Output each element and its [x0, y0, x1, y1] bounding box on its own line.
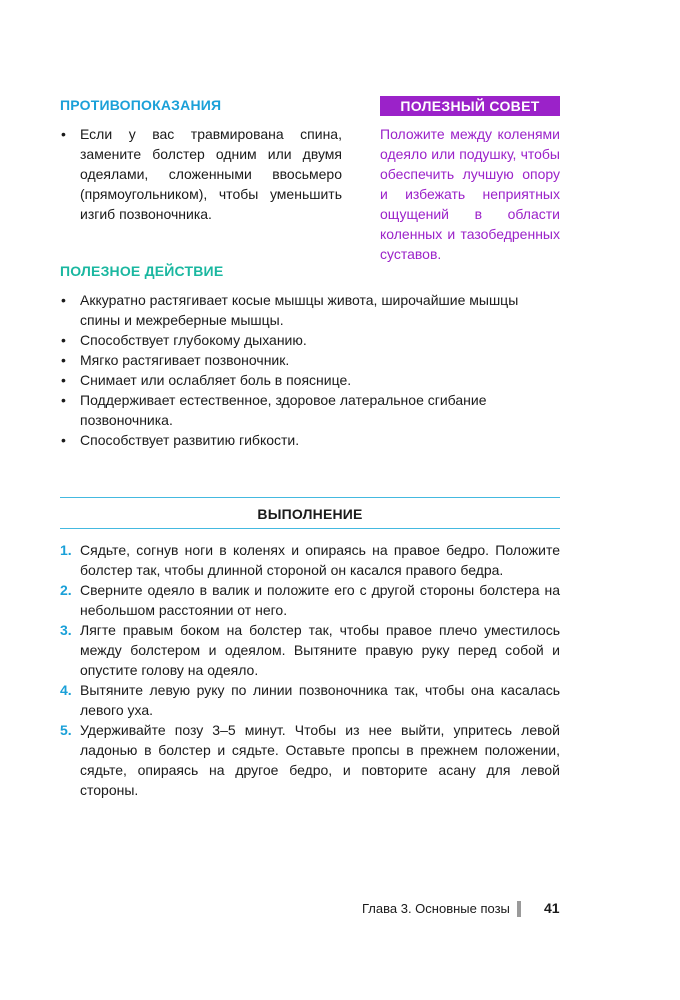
tip-heading: ПОЛЕЗНЫЙ СОВЕТ — [380, 96, 560, 116]
footer-chapter: Глава 3. Основные позы — [362, 901, 510, 916]
step-number: 3. — [60, 622, 72, 638]
contraindications-list — [60, 124, 342, 224]
list-item: • Если у вас травмирована спина, замените болстер одним или двумя одеялами, сложенными ввосьмеро (прямоугольником), чтобы уменьшить изгиб позвоночника. — [60, 124, 342, 224]
list-item: • Способствует развитию гибкости. — [60, 430, 560, 450]
step-item — [60, 620, 560, 680]
step-text: Сверните одеяло в валик и положите его с другой стороны болстера на небольшом расстоянии от него. — [80, 582, 560, 618]
benefits-list — [60, 290, 560, 450]
step-number: 2. — [60, 582, 72, 598]
section-divider-top — [60, 497, 560, 498]
step-number: 1. — [60, 542, 72, 558]
benefits-heading: ПОЛЕЗНОЕ ДЕЙСТВИЕ — [60, 263, 224, 279]
step-number: 5. — [60, 722, 72, 738]
list-item: • Поддерживает естественное, здоровое латеральное сгибание позвоночника. — [60, 390, 560, 430]
step-item — [60, 580, 560, 620]
step-text: Лягте правым боком на болстер так, чтобы правое плечо уместилось между болстером и одеялом. Вытяните правую руку перед собой и опустите голову на одеяло. — [80, 622, 560, 678]
step-item — [60, 720, 560, 800]
step-text: Вытяните левую руку по линии позвоночника так, чтобы она касалась левого уха. — [80, 682, 560, 718]
list-item: • Снимает или ослабляет боль в пояснице. — [60, 370, 560, 390]
execution-steps — [60, 540, 560, 800]
step-item — [60, 540, 560, 580]
step-item — [60, 680, 560, 720]
page-number: 41 — [544, 900, 560, 916]
list-item: • Способствует глубокому дыханию. — [60, 330, 560, 350]
list-item: • Мягко растягивает позвоночник. — [60, 350, 560, 370]
step-text: Удерживайте позу 3–5 минут. Чтобы из нее выйти, упритесь левой ладонью в болстер и сядьте. Оставьте пропсы в прежнем положении, сядьте, опираясь на другое бедро, и повторите асану для левой стороны. — [80, 722, 560, 798]
section-divider-bottom — [60, 528, 560, 529]
footer-separator — [517, 901, 521, 917]
tip-text: Положите между коленями одеяло или подушку, чтобы обеспечить лучшую опору и избежать неприятных ощущений в области коленных и тазобедренных суставов. — [380, 126, 560, 262]
list-item: • Аккуратно растягивает косые мышцы живота, широчайшие мышцы спины и межреберные мышцы. — [60, 290, 560, 330]
execution-heading: ВЫПОЛНЕНИЕ — [257, 506, 363, 522]
step-number: 4. — [60, 682, 72, 698]
contraindications-heading: ПРОТИВОПОКАЗАНИЯ — [60, 97, 222, 113]
step-text: Сядьте, согнув ноги в коленях и опираясь на правое бедро. Положите болстер так, чтобы длинной стороной он касался правого бедра. — [80, 542, 560, 578]
